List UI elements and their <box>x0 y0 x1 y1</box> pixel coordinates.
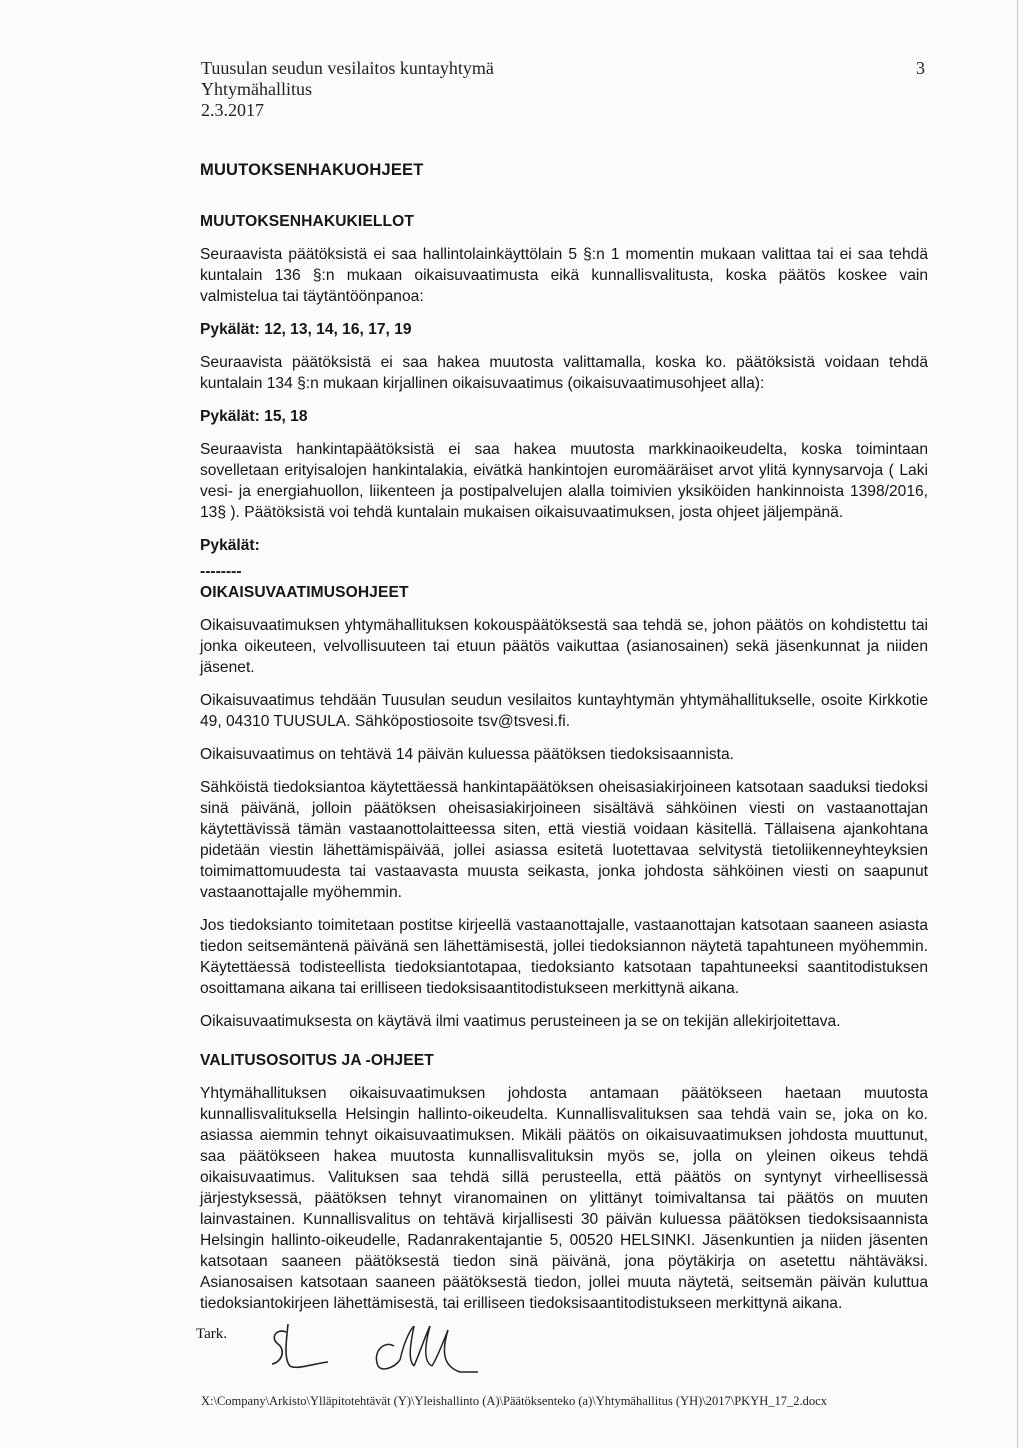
empty-placeholder-dashes: -------- <box>200 563 242 580</box>
scan-edge-line <box>1017 0 1018 1448</box>
section-heading-valitusosoitus: VALITUSOSOITUS JA -OHJEET <box>200 1052 434 1069</box>
tark-label: Tark. <box>196 1326 228 1342</box>
paragraph: Sähköistä tiedoksiantoa käytettäessä hankintapäätöksen oheisasiakirjoineen katsotaan saaduksi tiedoksi sinä päivänä, jolloin päätöksen oheisasiakirjoineen sisältävä sähköinen viesti on vastaanottajan käytettävissä tämän vastaanottolaitteessa siten, että viestiä voidaan käsitellä. Tällaisena ajankohtana pidetään viestin lähettämispäivää, jollei asiassa esitetä luotettavaa selvitystä tietoliikenneyhteyksien toimimattomuudesta tai vastaavasta muusta seikasta, jonka johdosta sähköinen viesti on saapunut vastaanottajalle myöhemmin. <box>200 779 928 901</box>
handwritten-signature <box>264 1312 514 1380</box>
paragraph: Seuraavista hankintapäätöksistä ei saa hakea muutosta markkinaoikeudelta, koska toimintaan sovelletaan erityisalojen hankintalakia, eivätkä hankintojen euromääräiset arvot ylitä kynnysarvoja ( Laki vesi- ja energiahuollon, liikenteen ja postipalvelujen alalla toimivien yksiköiden hankinnoista 1398/2016, 13§ ). Päätöksistä voi tehdä kuntalain mukaisen oikaisuvaatimuksen, josta ohjeet jäljempänä. <box>200 441 928 521</box>
header-body: Yhtymähallitus <box>201 79 312 99</box>
paragraph: Seuraavista päätöksistä ei saa hallintolainkäyttölain 5 §:n 1 momentin mukaan valittaa tai ei saa tehdä kuntalain 136 §:n mukaan oikaisuvaatimusta eikä kunnallisvalitusta, koska päätös koskee vain valmistelua tai täytäntöönpanoa: <box>200 246 928 305</box>
paragraph: Oikaisuvaatimuksesta on käytävä ilmi vaatimus perusteineen ja se on tekijän allekirjoitettava. <box>200 1013 841 1030</box>
page-number: 3 <box>916 58 925 78</box>
signature-row <box>196 1320 596 1380</box>
document-body <box>200 160 928 1326</box>
document-title: MUUTOKSENHAKUOHJEET <box>200 161 424 179</box>
section-list-label: Pykälät: 15, 18 <box>200 408 308 425</box>
section-list-label: Pykälät: <box>200 537 260 554</box>
paragraph: Oikaisuvaatimuksen yhtymähallituksen kokouspäätöksestä saa tehdä se, johon päätös on kohdistettu tai jonka oikeuteen, velvollisuuteen tai etuun päätös vaikuttaa (asianosainen) sekä jäsenkunnat ja niiden jäsenet. <box>200 617 928 676</box>
section-list-label: Pykälät: 12, 13, 14, 16, 17, 19 <box>200 321 412 338</box>
header-date: 2.3.2017 <box>201 100 264 120</box>
section-heading-muutoksenhakukiellot: MUUTOKSENHAKUKIELLOT <box>200 213 414 230</box>
paragraph: Oikaisuvaatimus on tehtävä 14 päivän kuluessa päätöksen tiedoksisaannista. <box>200 746 734 763</box>
document-header <box>201 58 494 121</box>
paragraph: Yhtymähallituksen oikaisuvaatimuksen johdosta antamaan päätökseen haetaan muutosta kunnallisvalituksella Helsingin hallinto-oikeudelta. Kunnallisvalituksen saa tehdä vain se, joka on ko. asiassa aiemmin tehnyt oikaisuvaatimuksen. Mikäli päätös on oikaisuvaatimuksen johdosta muuttunut, saa päätökseen hakea muutosta kunnallisvalituksin myös se, jolla on yleinen oikeus tehdä oikaisuvaatimus. Valituksen saa tehdä sillä perusteella, että päätös on syntynyt virheellisessä järjestyksessä, päätöksen tehnyt viranomainen on ylittänyt toimivaltansa tai päätös on muuten lainvastainen. Kunnallisvalitus on tehtävä kirjallisesti 30 päivän kuluessa päätöksen tiedoksisaannista Helsingin hallinto-oikeudelle, Radanrakentajantie 5, 00520 HELSINKI. Jäsenkuntien ja niiden jäsenten katsotaan saaneen päätöksestä tiedon sinä päivänä, jona pöytäkirja on asetettu nähtäväksi. Asianosaisen katsotaan saaneen päätöksestä tiedon, jollei muuta näytetä, seitsemän päivän kuluttua tiedoksiantokirjeen lähettämisestä, tai erilliseen tiedoksisaantitodistukseen merkittynä aikana. <box>200 1085 928 1312</box>
paragraph: Oikaisuvaatimus tehdään Tuusulan seudun vesilaitos kuntayhtymän yhtymähallitukselle, osoite Kirkkotie 49, 04310 TUUSULA. Sähköpostiosoite tsv@tsvesi.fi. <box>200 692 928 730</box>
header-organization: Tuusulan seudun vesilaitos kuntayhtymä <box>201 58 494 78</box>
paragraph: Seuraavista päätöksistä ei saa hakea muutosta valittamalla, koska ko. päätöksistä voidaan tehdä kuntalain 134 §:n mukaan kirjallinen oikaisuvaatimus (oikaisuvaatimusohjeet alla): <box>200 354 928 392</box>
file-path: X:\Company\Arkisto\Ylläpitotehtävät (Y)\Yleishallinto (A)\Päätöksenteko (a)\Yhtymähallitus (YH)\2017\PKYH_17_2.docx <box>201 1394 827 1408</box>
paragraph: Jos tiedoksianto toimitetaan postitse kirjeellä vastaanottajalle, vastaanottajan katsotaan saaneen asiasta tiedon seitsemäntenä päivänä sen lähettämisestä, jollei tiedoksiannon näytetä tapahtuneen myöhemmin. Käytettäessä todisteellista tiedoksiantotapaa, tiedoksianto katsotaan tapahtuneeksi saantitodistuksen osoittamana aikana tai erilliseen tiedoksisaantitodistukseen merkittynä aikana. <box>200 917 928 997</box>
section-heading-oikaisuvaatimusohjeet: OIKAISUVAATIMUSOHJEET <box>200 584 409 601</box>
